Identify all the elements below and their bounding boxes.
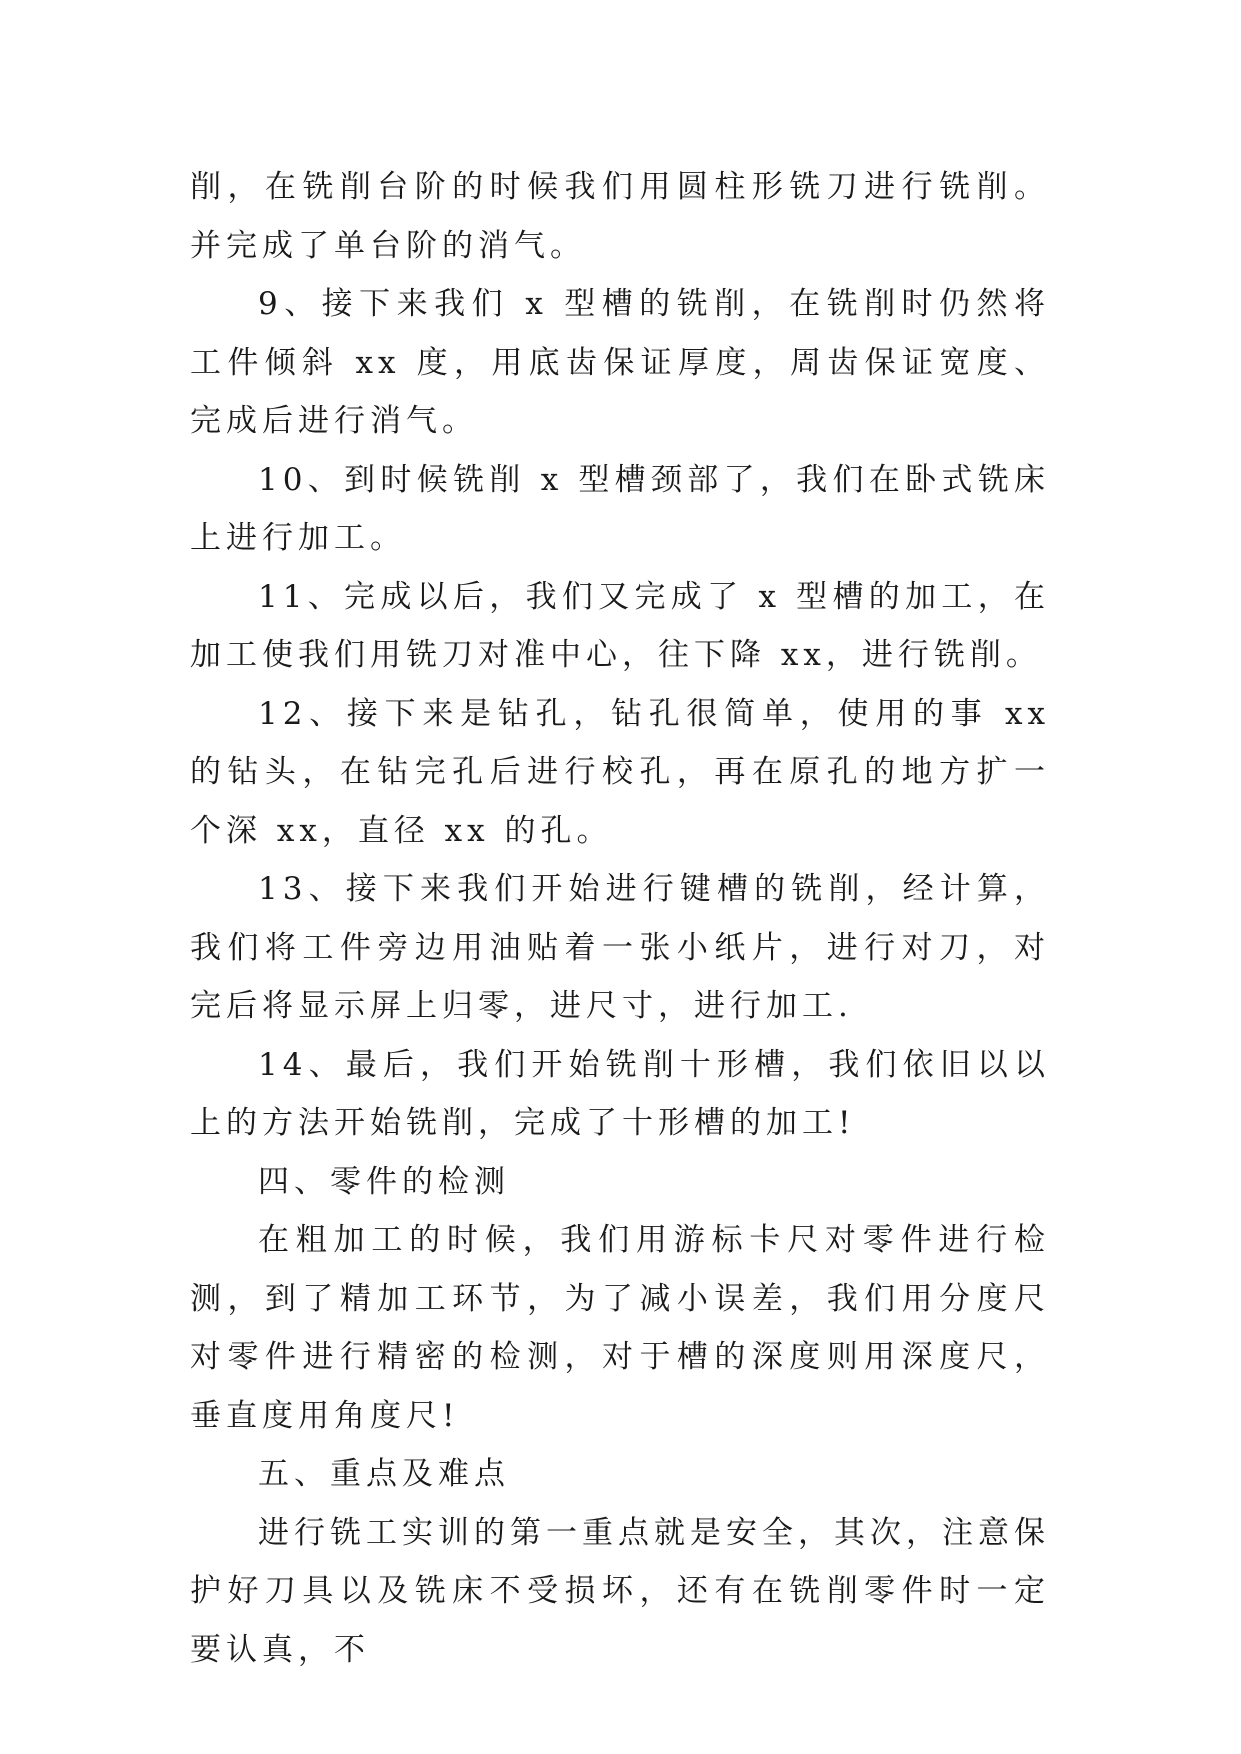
paragraph-key-points: 进行铣工实训的第一重点就是安全，其次，注意保护好刀具以及铣床不受损坏，还有在铣削零件时一定要认真，不 [190, 1514, 1050, 1668]
document-body [190, 158, 1050, 1679]
section-heading-inspection: 四、零件的检测 [258, 1163, 510, 1200]
paragraph-step-9: 9、接下来我们 x 型槽的铣削，在铣削时仍然将工件倾斜 xx 度，用底齿保证厚度，周齿保证宽度、完成后进行消气。 [190, 286, 1050, 439]
paragraph-step-13: 13、接下来我们开始进行键槽的铣削，经计算，我们将工件旁边用油贴着一张小纸片，进行对刀，对完后将显示屏上归零，进尺寸，进行加工. [190, 871, 1050, 1024]
paragraph-step-10: 10、到时候铣削 x 型槽颈部了，我们在卧式铣床上进行加工。 [190, 461, 1050, 556]
section-heading-key-points: 五、重点及难点 [258, 1456, 510, 1492]
paragraph-step-11: 11、完成以后，我们又完成了 x 型槽的加工，在加工使我们用铣刀对准中心，往下降 xx，进行铣削。 [190, 578, 1050, 673]
paragraph-continuation: 削，在铣削台阶的时候我们用圆柱形铣刀进行铣削。并完成了单台阶的消气。 [190, 169, 1050, 264]
paragraph-inspection: 在粗加工的时候，我们用游标卡尺对零件进行检测，到了精加工环节，为了减小误差，我们用分度尺对零件进行精密的检测，对于槽的深度则用深度尺，垂直度用角度尺! [190, 1222, 1050, 1434]
paragraph-step-14: 14、最后，我们开始铣削十形槽，我们依旧以以上的方法开始铣削，完成了十形槽的加工! [190, 1046, 1050, 1141]
paragraph-step-12: 12、接下来是钻孔，钻孔很简单，使用的事 xx 的钻头，在钻完孔后进行校孔，再在原孔的地方扩一个深 xx，直径 xx 的孔。 [190, 695, 1050, 849]
